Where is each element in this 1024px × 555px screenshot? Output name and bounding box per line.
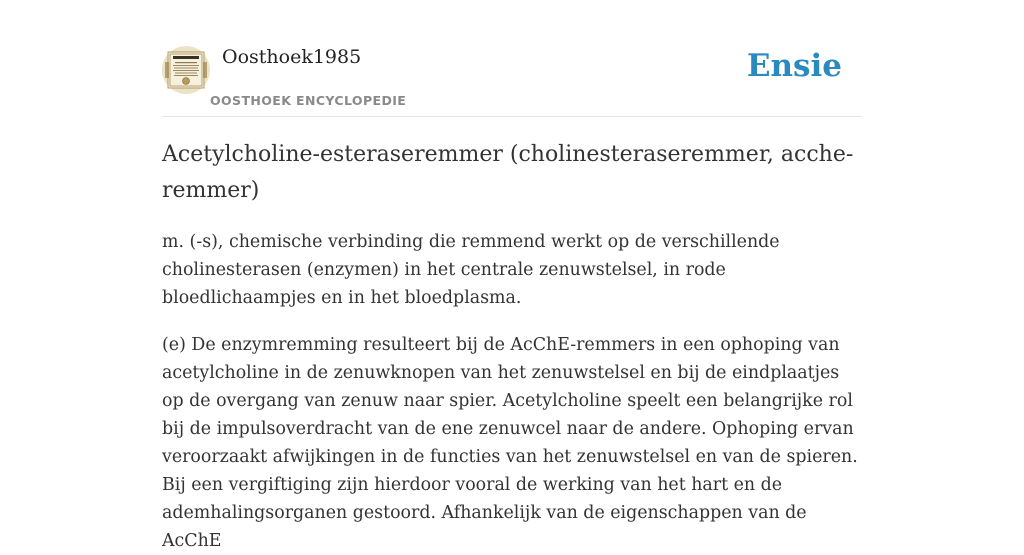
article-paragraph: (e) De enzymremming resulteert bij de AcChE-remmers in een ophoping van acetylcholine in de zenuwknopen van het zenuwstelsel en bij de eindplaatjes op de overgang van zenuw naar spier. Acetylcholine speelt een belangrijke rol bij de impulsoverdracht van de ene zenuwcel naar de andere. Ophoping ervan veroorzaakt afwijkingen in de functies van het zenuwstelsel en van de spieren. Bij een vergiftiging zijn hierdoor vooral de werking van het hart en de ademhalingsorganen gestoord. Afhankelijk van de eigenschappen van de AcChE bbox=[162, 335, 858, 551]
avatar[interactable] bbox=[162, 46, 210, 94]
source-name[interactable]: OOSTHOEK ENCYCLOPEDIE bbox=[210, 93, 407, 108]
article-paragraph: m. (-s), chemische verbinding die remmend werkt op de verschillende cholinesterasen (enzymen) in het centrale zenuwstelsel, in rode bloedlichaampjes en in het bloedplasma. bbox=[162, 232, 780, 308]
article-title: Acetylcholine-esteraseremmer (cholinesteraseremmer, acche-remmer) bbox=[162, 142, 854, 203]
encyclopedia-certificate-icon bbox=[162, 46, 210, 94]
user-name[interactable]: Oosthoek1985 bbox=[222, 46, 362, 68]
brand-logo[interactable]: Ensie bbox=[746, 48, 842, 84]
article-header bbox=[162, 44, 862, 117]
